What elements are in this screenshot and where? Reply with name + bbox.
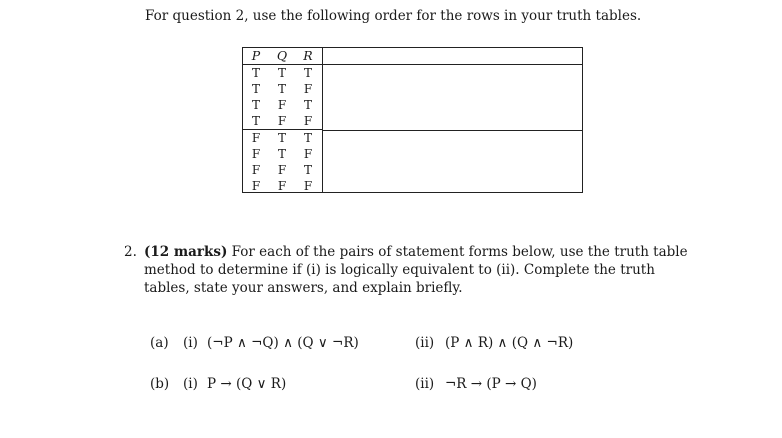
header-q: Q: [276, 48, 288, 63]
cell-q: T: [277, 66, 286, 80]
truth-table-group-p-false: [243, 130, 322, 194]
cell-r: F: [303, 114, 313, 128]
truth-table-header: [243, 48, 322, 65]
sub-label: (i): [183, 376, 198, 392]
question-number: 2.: [124, 244, 137, 260]
cell-p: T: [251, 66, 260, 80]
part-a-i: [150, 335, 359, 351]
part-label: (a): [150, 335, 169, 351]
part-b-ii: [415, 376, 537, 392]
cell-r: T: [303, 66, 312, 80]
cell-q: T: [277, 147, 286, 161]
table-row: [243, 97, 322, 113]
cell-r: T: [303, 131, 312, 145]
table-row: [243, 130, 322, 146]
part-a-ii: [415, 335, 573, 351]
question-body: [144, 243, 694, 297]
cell-p: T: [251, 98, 260, 112]
cell-r: T: [303, 98, 312, 112]
table-row: [243, 146, 322, 162]
table-row: [243, 65, 322, 81]
part-b-i: [150, 376, 286, 392]
table-row: [243, 162, 322, 178]
cell-p: T: [251, 82, 260, 96]
cell-r: F: [303, 179, 313, 193]
cell-r: F: [303, 82, 313, 96]
truth-table-divider: [323, 130, 582, 131]
cell-p: F: [251, 163, 261, 177]
cell-p: F: [251, 179, 261, 193]
cell-q: T: [277, 82, 286, 96]
table-row: [243, 113, 322, 129]
header-r: R: [303, 48, 313, 63]
formula: (¬P ∧ ¬Q) ∧ (Q ∨ ¬R): [207, 335, 359, 351]
cell-r: T: [303, 163, 312, 177]
part-label: (b): [150, 376, 170, 392]
cell-q: F: [277, 98, 287, 112]
sub-label: (ii): [415, 376, 435, 392]
formula: P → (Q ∨ R): [207, 376, 287, 392]
question-text: For each of the pairs of statement forms below, use the truth table method to determine if (i) is logically equivalent to (ii). Complete the truth tables, state your answers, and explain briefly.: [144, 244, 688, 296]
cell-q: F: [277, 163, 287, 177]
cell-q: T: [277, 131, 286, 145]
truth-table: [242, 47, 583, 193]
cell-q: F: [277, 179, 287, 193]
truth-table-group-p-true: [243, 65, 322, 130]
header-p: P: [251, 48, 261, 63]
question-2: [124, 243, 694, 297]
cell-p: T: [251, 114, 260, 128]
cell-p: F: [251, 147, 261, 161]
sub-label: (ii): [415, 335, 435, 351]
sub-label: (i): [183, 335, 198, 351]
cell-p: F: [251, 131, 261, 145]
formula: (P ∧ R) ∧ (Q ∧ ¬R): [445, 335, 574, 351]
truth-table-output-header: [323, 48, 582, 65]
question-marks: (12 marks): [144, 244, 228, 260]
truth-table-variables: [243, 48, 323, 192]
intro-text: For question 2, use the following order for the rows in your truth tables.: [145, 8, 642, 24]
formula: ¬R → (P → Q): [445, 376, 537, 392]
table-row: [243, 81, 322, 97]
cell-q: F: [277, 114, 287, 128]
cell-r: F: [303, 147, 313, 161]
table-row: [243, 178, 322, 194]
